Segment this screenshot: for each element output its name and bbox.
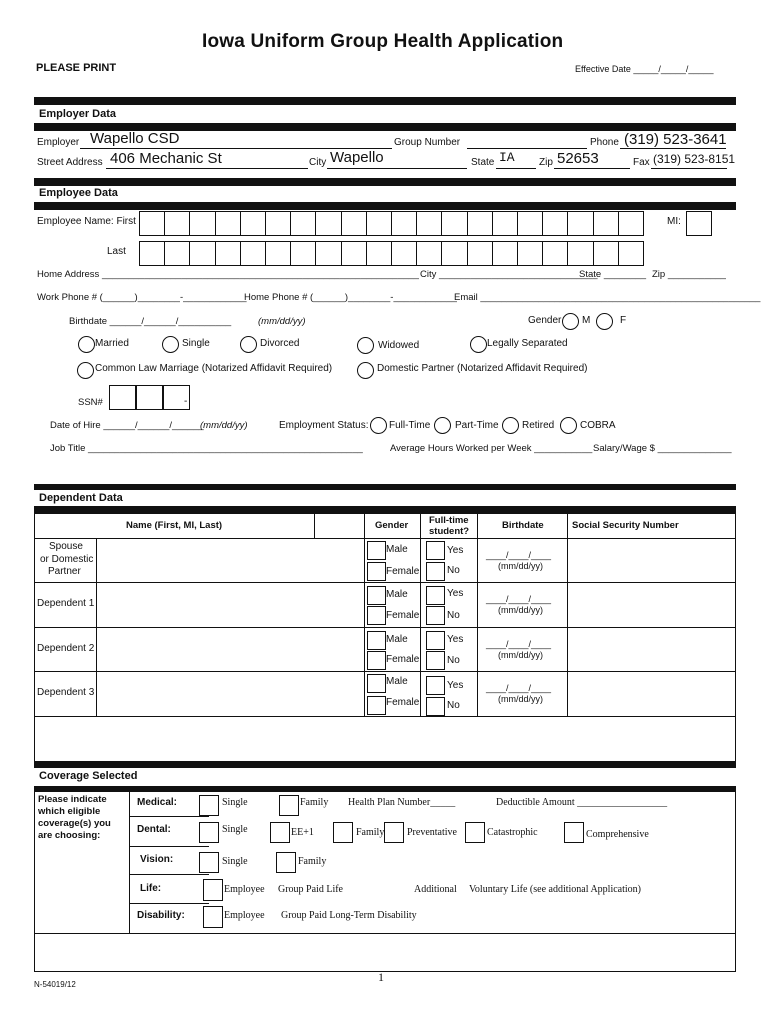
dental-comprehensive-checkbox[interactable] <box>564 822 584 843</box>
domestic-partner-radio[interactable] <box>357 362 374 379</box>
last-name-box-19[interactable] <box>593 241 619 266</box>
last-name-box-14[interactable] <box>467 241 493 266</box>
life-voluntary-label: Voluntary Life (see additional Application) <box>469 884 641 895</box>
full-time-radio[interactable] <box>370 417 387 434</box>
gender-m-label: M <box>582 315 591 326</box>
deductible-amount-field[interactable]: Deductible Amount __________________ <box>496 797 668 808</box>
life-label: Life: <box>140 883 162 894</box>
group-number-label: Group Number <box>394 137 461 148</box>
spouse-birthdate-format: (mm/dd/yy) <box>498 561 543 571</box>
dental-ee1-checkbox[interactable] <box>270 822 290 843</box>
dep1-yes-checkbox[interactable] <box>426 586 445 605</box>
dental-preventative-checkbox[interactable] <box>384 822 404 843</box>
first-name-box-20[interactable] <box>618 211 644 236</box>
dental-catastrophic-label: Catastrophic <box>487 827 538 838</box>
last-name-box-9[interactable] <box>341 241 367 266</box>
widowed-label: Widowed <box>378 340 420 351</box>
first-name-box-9[interactable] <box>341 211 367 236</box>
row-spouse-label-1: Spouse <box>49 541 83 552</box>
life-employee-checkbox[interactable] <box>203 879 223 901</box>
dep2-female-label: Female <box>386 654 420 665</box>
medical-family-label: Family <box>300 797 329 808</box>
employee-section-title: Employee Data <box>39 187 118 199</box>
salary-field[interactable]: Salary/Wage $ ______________ <box>593 443 732 454</box>
last-name-box-17[interactable] <box>542 241 568 266</box>
first-name-box-17[interactable] <box>542 211 568 236</box>
dep2-birthdate-field[interactable]: ____/____/____ <box>486 639 552 649</box>
medical-label: Medical: <box>137 797 178 808</box>
first-name-box-11[interactable] <box>391 211 417 236</box>
dental-family-checkbox[interactable] <box>333 822 353 843</box>
dep2-yes-label: Yes <box>447 634 464 645</box>
dep1-male-checkbox[interactable] <box>367 586 386 605</box>
last-name-box-13[interactable] <box>441 241 467 266</box>
fax-label: Fax <box>633 157 650 168</box>
city-label: City <box>309 157 327 168</box>
part-time-radio[interactable] <box>434 417 451 434</box>
dep3-no-checkbox[interactable] <box>426 697 445 716</box>
street-address-label: Street Address <box>37 157 103 168</box>
gender-m-radio[interactable] <box>562 313 579 330</box>
retired-label: Retired <box>522 420 555 431</box>
last-name-box-4[interactable] <box>215 241 241 266</box>
employee-zip-field[interactable]: Zip ___________ <box>652 269 726 280</box>
mi-label: MI: <box>667 216 681 227</box>
coverage-instruction-4: are choosing: <box>38 830 101 841</box>
medical-single-label: Single <box>222 797 248 808</box>
col-name-header: Name (First, MI, Last) <box>126 520 223 531</box>
coverage-instruction-2: which eligible <box>38 806 101 817</box>
phone-field[interactable]: (319) 523-3641 <box>624 131 727 148</box>
disability-group-paid-label: Group Paid Long-Term Disability <box>281 910 417 921</box>
common-law-radio[interactable] <box>77 362 94 379</box>
col-ssn-header: Social Security Number <box>572 520 679 531</box>
group-number-field[interactable] <box>467 148 587 149</box>
dental-comprehensive-label: Comprehensive <box>586 829 649 840</box>
mi-box[interactable] <box>686 211 712 236</box>
vision-single-checkbox[interactable] <box>199 852 219 873</box>
first-name-box-7[interactable] <box>290 211 316 236</box>
spouse-male-label: Male <box>386 544 408 555</box>
zip-field[interactable]: 52653 <box>557 150 599 167</box>
medical-family-checkbox[interactable] <box>279 795 299 816</box>
ssn-box-1[interactable] <box>109 385 136 410</box>
employee-top-band <box>34 178 736 186</box>
ssn-dash: - <box>184 396 188 407</box>
state-label: State <box>471 157 495 168</box>
legally-separated-radio[interactable] <box>470 336 487 353</box>
first-name-label: Employee Name: First <box>37 216 136 227</box>
last-name-box-5[interactable] <box>240 241 266 266</box>
dep3-birthdate-field[interactable]: ____/____/____ <box>486 683 552 693</box>
form-number: N-54019/12 <box>34 980 76 989</box>
employer-top-band <box>34 97 736 105</box>
first-name-box-3[interactable] <box>189 211 215 236</box>
coverage-instruction-3: coverage(s) you <box>38 818 111 829</box>
coverage-section-title: Coverage Selected <box>39 770 138 782</box>
cobra-radio[interactable] <box>560 417 577 434</box>
vision-single-label: Single <box>222 856 248 867</box>
dental-catastrophic-checkbox[interactable] <box>465 822 485 843</box>
legally-separated-label: Legally Separated <box>487 338 568 349</box>
form-title: Iowa Uniform Group Health Application <box>202 31 564 52</box>
last-name-box-12[interactable] <box>416 241 442 266</box>
first-name-box-4[interactable] <box>215 211 241 236</box>
job-title-field[interactable]: Job Title ____________________________________________________ <box>50 443 363 454</box>
cobra-label: COBRA <box>580 420 616 431</box>
city-field[interactable]: Wapello <box>330 149 384 166</box>
medical-single-checkbox[interactable] <box>199 795 219 816</box>
first-name-box-16[interactable] <box>517 211 543 236</box>
dep1-female-label: Female <box>386 610 420 621</box>
row-dependent-2-label: Dependent 2 <box>37 643 95 654</box>
row-spouse-label-3: Partner <box>48 566 81 577</box>
vision-label: Vision: <box>140 854 174 865</box>
health-plan-number-field[interactable]: Health Plan Number_____ <box>348 797 456 808</box>
row-spouse-label-2: or Domestic <box>40 554 94 565</box>
spouse-female-label: Female <box>386 566 420 577</box>
first-name-box-1[interactable] <box>139 211 165 236</box>
first-name-box-2[interactable] <box>164 211 190 236</box>
disability-employee-checkbox[interactable] <box>203 906 223 928</box>
spouse-yes-label: Yes <box>447 545 464 556</box>
last-name-box-16[interactable] <box>517 241 543 266</box>
street-address-field[interactable]: 406 Mechanic St <box>110 150 222 167</box>
last-name-label: Last <box>107 246 126 257</box>
row-dependent-1-label: Dependent 1 <box>37 598 95 609</box>
row-dependent-3-label: Dependent 3 <box>37 687 95 698</box>
divorced-label: Divorced <box>260 338 300 349</box>
disability-employee-label: Employee <box>224 910 265 921</box>
part-time-label: Part-Time <box>455 420 499 431</box>
effective-date-field[interactable]: Effective Date _____/_____/_____ <box>575 64 714 74</box>
page-number: 1 <box>378 970 384 984</box>
dep2-no-checkbox[interactable] <box>426 651 445 670</box>
employer-section-title: Employer Data <box>39 108 117 120</box>
gender-label: Gender <box>528 315 562 326</box>
dental-ee1-label: EE+1 <box>291 827 314 838</box>
last-name-box-8[interactable] <box>315 241 341 266</box>
dependent-section-title: Dependent Data <box>39 492 123 504</box>
first-name-box-13[interactable] <box>441 211 467 236</box>
phone-label: Phone <box>590 137 619 148</box>
employee-city-field[interactable]: City ______________________________ <box>420 269 598 280</box>
employment-status-label: Employment Status: <box>279 420 369 431</box>
dep3-no-label: No <box>447 700 460 711</box>
fax-field[interactable]: (319) 523-8151 <box>653 152 736 166</box>
last-name-box-1[interactable] <box>139 241 165 266</box>
spouse-male-checkbox[interactable] <box>367 541 386 560</box>
dep2-yes-checkbox[interactable] <box>426 631 445 650</box>
disability-label: Disability: <box>137 910 185 921</box>
col-birthdate-header: Birthdate <box>502 520 544 531</box>
dep2-male-checkbox[interactable] <box>367 631 386 650</box>
spouse-yes-checkbox[interactable] <box>426 541 445 560</box>
dep3-female-label: Female <box>386 697 420 708</box>
coverage-top-band <box>34 762 736 768</box>
employee-state-field[interactable]: State ________ <box>579 269 647 280</box>
spouse-birthdate-field[interactable]: ____/____/____ <box>486 550 552 560</box>
first-name-box-10[interactable] <box>366 211 392 236</box>
first-name-box-18[interactable] <box>567 211 593 236</box>
first-name-box-8[interactable] <box>315 211 341 236</box>
dep3-male-label: Male <box>386 676 408 687</box>
dep3-female-checkbox[interactable] <box>367 696 386 715</box>
ssn-box-2[interactable] <box>136 385 163 410</box>
home-address-field[interactable]: Home Address ____________________________________________________________ <box>37 269 419 280</box>
last-name-box-2[interactable] <box>164 241 190 266</box>
first-name-box-15[interactable] <box>492 211 518 236</box>
gender-f-label: F <box>620 315 627 326</box>
dep1-birthdate-format: (mm/dd/yy) <box>498 605 543 615</box>
dep1-female-checkbox[interactable] <box>367 606 386 625</box>
dep1-birthdate-field[interactable]: ____/____/____ <box>486 594 552 604</box>
date-of-hire-field[interactable]: Date of Hire ______/______/______ <box>50 420 204 431</box>
hire-date-format: (mm/dd/yy) <box>200 420 248 431</box>
state-field[interactable]: IA <box>499 150 515 165</box>
birthdate-format: (mm/dd/yy) <box>258 316 306 327</box>
dep2-birthdate-format: (mm/dd/yy) <box>498 650 543 660</box>
zip-label: Zip <box>539 157 553 168</box>
employee-bottom-band <box>34 202 736 210</box>
col-fulltime-header-1: Full-time <box>429 515 469 526</box>
first-name-box-5[interactable] <box>240 211 266 236</box>
vision-family-checkbox[interactable] <box>276 852 296 873</box>
dep3-male-checkbox[interactable] <box>367 674 386 693</box>
email-field[interactable]: Email _____________________________________________________ <box>454 292 761 303</box>
dep1-male-label: Male <box>386 589 408 600</box>
married-label: Married <box>95 338 129 349</box>
widowed-radio[interactable] <box>357 337 374 354</box>
divorced-radio[interactable] <box>240 336 257 353</box>
first-name-box-14[interactable] <box>467 211 493 236</box>
gender-f-radio[interactable] <box>596 313 613 330</box>
dep2-male-label: Male <box>386 634 408 645</box>
dental-single-checkbox[interactable] <box>199 822 219 843</box>
full-time-label: Full-Time <box>389 420 431 431</box>
first-name-box-12[interactable] <box>416 211 442 236</box>
ssn-label: SSN# <box>78 397 103 408</box>
please-print-label: PLEASE PRINT <box>36 62 117 74</box>
single-radio[interactable] <box>162 336 179 353</box>
last-name-box-20[interactable] <box>618 241 644 266</box>
dep3-birthdate-format: (mm/dd/yy) <box>498 694 543 704</box>
last-name-box-15[interactable] <box>492 241 518 266</box>
life-additional-label: Additional <box>414 884 457 895</box>
single-label: Single <box>182 338 210 349</box>
dependent-bottom-band <box>34 506 736 513</box>
life-employee-label: Employee <box>224 884 265 895</box>
col-gender-header: Gender <box>375 520 409 531</box>
last-name-box-10[interactable] <box>366 241 392 266</box>
first-name-box-19[interactable] <box>593 211 619 236</box>
average-hours-field[interactable]: Average Hours Worked per Week ___________ <box>390 443 593 454</box>
employer-field[interactable]: Wapello CSD <box>90 130 180 147</box>
last-name-box-3[interactable] <box>189 241 215 266</box>
dental-label: Dental: <box>137 824 171 835</box>
married-radio[interactable] <box>78 336 95 353</box>
work-phone-field[interactable]: Work Phone # (______)________-____________ <box>37 292 247 303</box>
col-fulltime-header-2: student? <box>429 526 470 537</box>
dep2-female-checkbox[interactable] <box>367 651 386 670</box>
spouse-no-checkbox[interactable] <box>426 562 445 581</box>
last-name-box-6[interactable] <box>265 241 291 266</box>
vision-family-label: Family <box>298 856 327 867</box>
last-name-box-7[interactable] <box>290 241 316 266</box>
coverage-instruction-1: Please indicate <box>38 794 107 805</box>
dental-family-label: Family <box>356 827 385 838</box>
spouse-female-checkbox[interactable] <box>367 562 386 581</box>
domestic-partner-label: Domestic Partner (Notarized Affidavit Required) <box>377 363 588 374</box>
dep2-no-label: No <box>447 655 460 666</box>
retired-radio[interactable] <box>502 417 519 434</box>
dep1-no-checkbox[interactable] <box>426 606 445 625</box>
dental-single-label: Single <box>222 824 248 835</box>
dep3-yes-checkbox[interactable] <box>426 676 445 695</box>
dep3-yes-label: Yes <box>447 680 464 691</box>
employer-label: Employer <box>37 137 80 148</box>
life-group-paid-label: Group Paid Life <box>278 884 343 895</box>
first-name-box-6[interactable] <box>265 211 291 236</box>
birthdate-field[interactable]: Birthdate ______/______/__________ <box>69 316 232 327</box>
common-law-label: Common Law Marriage (Notarized Affidavit Required) <box>95 363 333 374</box>
dep1-no-label: No <box>447 610 460 621</box>
dep1-yes-label: Yes <box>447 588 464 599</box>
last-name-box-18[interactable] <box>567 241 593 266</box>
spouse-no-label: No <box>447 565 460 576</box>
home-phone-field[interactable]: Home Phone # (______)________-____________ <box>244 292 457 303</box>
last-name-box-11[interactable] <box>391 241 417 266</box>
dependent-top-band <box>34 484 736 490</box>
coverage-table <box>34 791 736 972</box>
dental-preventative-label: Preventative <box>407 827 457 838</box>
